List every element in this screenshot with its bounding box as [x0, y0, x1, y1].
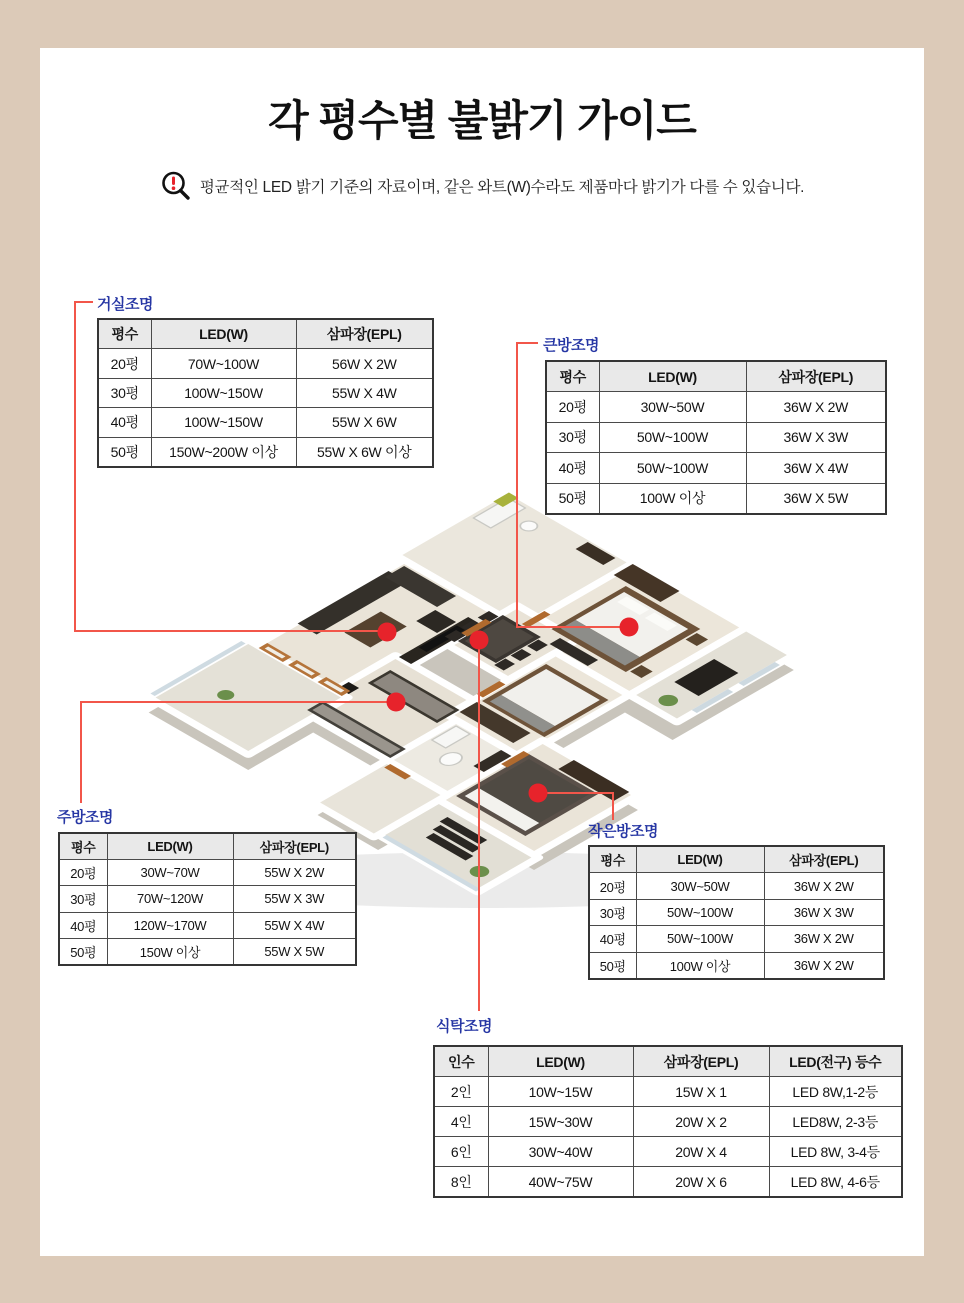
table-cell: 50W~100W — [599, 422, 746, 452]
table-row — [98, 378, 433, 407]
table-row — [546, 392, 886, 422]
table-row — [98, 408, 433, 437]
table-cell: 30W~50W — [599, 392, 746, 422]
label-dining: 식탁조명 — [436, 1018, 492, 1035]
small-room-table — [588, 845, 885, 980]
table-cell: LED 8W, 3-4등 — [769, 1137, 902, 1167]
table-cell: 150W~200W 이상 — [151, 437, 296, 467]
table-cell: 30평 — [59, 886, 107, 912]
table-row — [589, 873, 884, 899]
table-cell: 50평 — [546, 483, 599, 514]
table-cell: 36W X 3W — [746, 422, 886, 452]
column-header: 삼파장(EPL) — [746, 361, 886, 392]
table-cell: 20평 — [59, 860, 107, 886]
table-cell: 50평 — [98, 437, 151, 467]
table-cell: 30W~40W — [488, 1137, 633, 1167]
table-header-row — [98, 319, 433, 349]
table-cell: 40평 — [546, 453, 599, 483]
table-cell: 50W~100W — [636, 926, 764, 952]
table-cell: 36W X 2W — [764, 926, 884, 952]
table-row — [434, 1167, 902, 1198]
table-row — [59, 938, 356, 965]
table-cell: LED 8W, 4-6등 — [769, 1167, 902, 1198]
column-header: LED(W) — [636, 846, 764, 873]
big-room-table — [545, 360, 887, 515]
table-cell: 56W X 2W — [296, 349, 433, 378]
table-cell: 20평 — [589, 873, 636, 899]
column-header: 평수 — [98, 319, 151, 349]
column-header: LED(전구) 등수 — [769, 1046, 902, 1077]
column-header: 인수 — [434, 1046, 488, 1077]
table-cell: 40평 — [59, 912, 107, 938]
table-cell: 30평 — [98, 378, 151, 407]
table-cell: 2인 — [434, 1077, 488, 1107]
column-header: LED(W) — [488, 1046, 633, 1077]
notice — [40, 170, 924, 201]
table-cell: 30W~50W — [636, 873, 764, 899]
table-row — [589, 926, 884, 952]
table-cell: 20W X 2 — [633, 1107, 769, 1137]
table-cell: LED 8W,1-2등 — [769, 1077, 902, 1107]
label-living-room: 거실조명 — [97, 296, 153, 313]
table-header-row — [546, 361, 886, 392]
table-row — [434, 1077, 902, 1107]
table-row — [546, 483, 886, 514]
column-header: 평수 — [546, 361, 599, 392]
column-header: LED(W) — [107, 833, 233, 860]
table-cell: 15W~30W — [488, 1107, 633, 1137]
table-cell: 150W 이상 — [107, 938, 233, 965]
table-row — [546, 422, 886, 452]
table-cell: 100W 이상 — [599, 483, 746, 514]
table-cell: 36W X 5W — [746, 483, 886, 514]
living-room-table — [97, 318, 434, 468]
label-small-room: 작은방조명 — [588, 823, 658, 840]
table-cell: 15W X 1 — [633, 1077, 769, 1107]
table-cell: 100W~150W — [151, 378, 296, 407]
column-header: 삼파장(EPL) — [764, 846, 884, 873]
table-cell: 20W X 4 — [633, 1137, 769, 1167]
table-cell: 55W X 6W 이상 — [296, 437, 433, 467]
table-cell: 30평 — [589, 899, 636, 925]
table-cell: 50평 — [59, 938, 107, 965]
column-header: 삼파장(EPL) — [233, 833, 356, 860]
notice-text: 평균적인 LED 밝기 기준의 자료이며, 같은 와트(W)수라도 제품마다 밝기가 다를 수 있습니다. — [199, 178, 805, 196]
table-cell: 10W~15W — [488, 1077, 633, 1107]
table-cell: 36W X 4W — [746, 453, 886, 483]
table-header-row — [59, 833, 356, 860]
table-cell: 36W X 2W — [746, 392, 886, 422]
table-row — [59, 912, 356, 938]
table-cell: 55W X 2W — [233, 860, 356, 886]
table-cell: 30평 — [546, 422, 599, 452]
table-cell: 70W~120W — [107, 886, 233, 912]
label-kitchen: 주방조명 — [57, 809, 113, 826]
column-header: 삼파장(EPL) — [633, 1046, 769, 1077]
table-row — [546, 453, 886, 483]
table-row — [59, 886, 356, 912]
table-row — [98, 437, 433, 467]
column-header: 평수 — [589, 846, 636, 873]
table-cell: 55W X 4W — [233, 912, 356, 938]
table-header-row — [434, 1046, 902, 1077]
table-row — [434, 1137, 902, 1167]
table-cell: 20W X 6 — [633, 1167, 769, 1198]
table-cell: 36W X 2W — [764, 952, 884, 979]
table-cell: LED8W, 2-3등 — [769, 1107, 902, 1137]
page-title: 각 평수별 불밝기 가이드 — [268, 97, 696, 144]
table-cell: 8인 — [434, 1167, 488, 1198]
magnifier-alert-icon — [160, 170, 191, 201]
table-cell: 55W X 4W — [296, 378, 433, 407]
table-cell: 50W~100W — [599, 453, 746, 483]
table-row — [98, 349, 433, 378]
table-row — [59, 860, 356, 886]
table-cell: 36W X 2W — [764, 873, 884, 899]
table-cell: 40평 — [98, 408, 151, 437]
canvas — [40, 48, 924, 1256]
table-cell: 55W X 6W — [296, 408, 433, 437]
table-cell: 40평 — [589, 926, 636, 952]
table-cell: 55W X 5W — [233, 938, 356, 965]
table-header-row — [589, 846, 884, 873]
label-big-room: 큰방조명 — [543, 337, 599, 354]
table-cell: 55W X 3W — [233, 886, 356, 912]
table-cell: 4인 — [434, 1107, 488, 1137]
table-cell: 30W~70W — [107, 860, 233, 886]
column-header: 평수 — [59, 833, 107, 860]
table-cell: 40W~75W — [488, 1167, 633, 1198]
table-cell: 100W 이상 — [636, 952, 764, 979]
table-row — [434, 1107, 902, 1137]
table-cell: 120W~170W — [107, 912, 233, 938]
table-cell: 70W~100W — [151, 349, 296, 378]
table-cell: 20평 — [546, 392, 599, 422]
table-row — [589, 899, 884, 925]
table-row — [589, 952, 884, 979]
table-cell: 20평 — [98, 349, 151, 378]
column-header: 삼파장(EPL) — [296, 319, 433, 349]
column-header: LED(W) — [599, 361, 746, 392]
table-cell: 6인 — [434, 1137, 488, 1167]
table-cell: 50W~100W — [636, 899, 764, 925]
table-cell: 50평 — [589, 952, 636, 979]
table-cell: 100W~150W — [151, 408, 296, 437]
table-cell: 36W X 3W — [764, 899, 884, 925]
dining-table-table — [433, 1045, 903, 1198]
column-header: LED(W) — [151, 319, 296, 349]
kitchen-table — [58, 832, 357, 966]
